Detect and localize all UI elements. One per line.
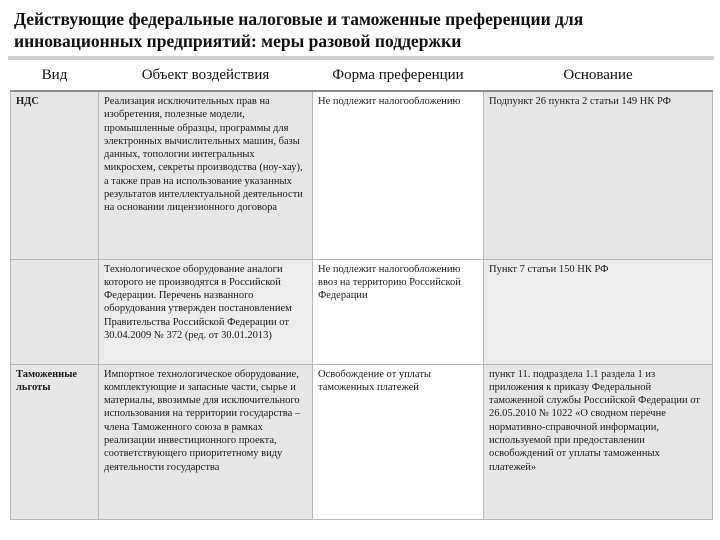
table-row bbox=[11, 91, 713, 259]
cell-basis: Пункт 7 статьи 150 НК РФ bbox=[484, 259, 713, 364]
header-basis: Основание bbox=[484, 60, 713, 91]
table-header-row bbox=[11, 60, 713, 91]
header-object: Объект воздействия bbox=[99, 60, 313, 91]
cell-form: Не подлежит налогообложению bbox=[313, 91, 484, 259]
header-type: Вид bbox=[11, 60, 99, 91]
cell-type: НДС bbox=[11, 91, 99, 259]
cell-type bbox=[11, 259, 99, 364]
table-row bbox=[11, 364, 713, 519]
header-form: Форма преференции bbox=[313, 60, 484, 91]
page-title-line-1: Действующие федеральные налоговые и таможенные преференции для bbox=[14, 9, 584, 29]
cell-basis: пункт 11. подраздела 1.1 раздела 1 из приложения к приказу Федеральной таможенной службы Российской Федерации от 26.05.2010 № 1022 «О сводном перечне нормативно-справочной информации, используемой при предоставлении освобождений от уплаты таможенных платежей» bbox=[484, 364, 713, 519]
cell-object: Технологическое оборудование аналоги которого не производятся в Российской Федерации. Перечень названного оборудования утвержден постановлением Правительства Российской Федерации от 30.04.2009 № 372 (ред. от 30.01.2013) bbox=[99, 259, 313, 364]
preferences-table bbox=[10, 60, 713, 520]
cell-object: Импортное технологическое оборудование, комплектующие и запасные части, сырье и материалы, ввозимые для исключительного использования на территории государства – члена Таможенного союза в рамках реализации инвестиционного проекта, соответствующего приоритетному виду деятельности государства bbox=[99, 364, 313, 519]
cell-object: Реализация исключительных прав на изобретения, полезные модели, промышленные образцы, программы для электронных вычислительных машин, базы данных, топологии интегральных микросхем, секреты производства (ноу-хау), а также прав на использование указанных результатов интеллектуальной деятельности на основании лицензионного договора bbox=[99, 91, 313, 259]
page-title bbox=[14, 8, 704, 52]
cell-form: Освобождение от уплаты таможенных платежей bbox=[313, 364, 484, 519]
table-row bbox=[11, 259, 713, 364]
page-title-line-2: инновационных предприятий: меры разовой поддержки bbox=[14, 31, 462, 51]
cell-form: Не подлежит налогообложению ввоз на территорию Российской Федерации bbox=[313, 259, 484, 364]
cell-basis: Подпункт 26 пункта 2 статьи 149 НК РФ bbox=[484, 91, 713, 259]
cell-type: Таможенные льготы bbox=[11, 364, 99, 519]
